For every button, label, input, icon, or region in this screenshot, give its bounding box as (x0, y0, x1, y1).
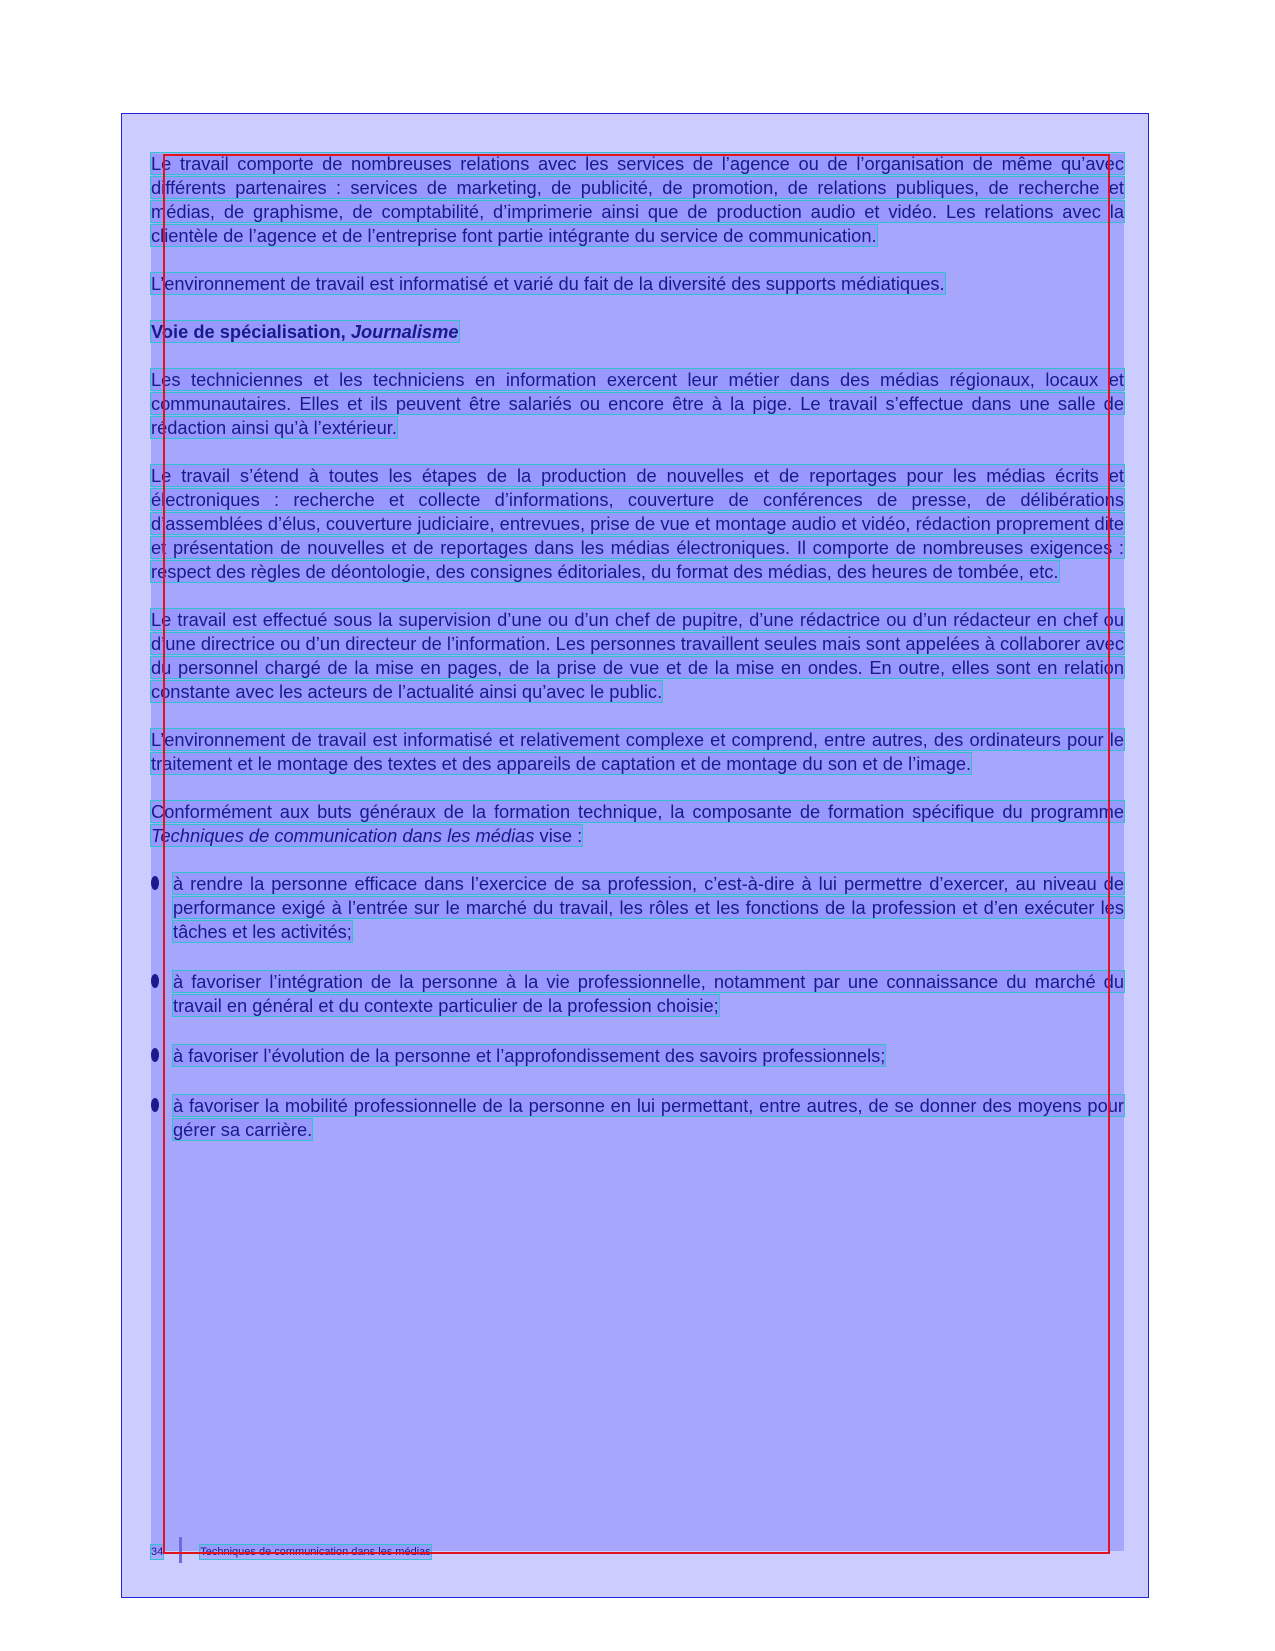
goals-list (151, 872, 1124, 1142)
paragraph-environnement-2: L’environnement de travail est informatisé et relativement complexe et comprend, entre autres, des ordinateurs pour le traitement et le montage des textes et des appareils de captation et de montage du son et de l’image. (151, 729, 1124, 774)
heading-italic: Journalisme (350, 321, 459, 342)
paragraph-relations: Le travail comporte de nombreuses relations avec les services de l’agence ou de l’organisation de même qu’avec différents partenaires : services de marketing, de publicité, de promotion, de relations publiques, de recherche et médias, de graphisme, de comptabilité, d’imprimerie ainsi que de production audio et vidéo. Les relations avec la clientèle de l’agence et de l’entreprise font partie intégrante du service de communication. (151, 153, 1124, 246)
bullet-icon (151, 974, 159, 988)
page-footer (151, 1541, 431, 1563)
list-item: à favoriser la mobilité professionnelle de la personne en lui permettant, entre autres, de se donner des moyens pour gérer sa carrière. (151, 1094, 1124, 1142)
paragraph-supervision: Le travail est effectué sous la supervision d’une ou d’un chef de pupitre, d’une rédactrice ou d’un rédacteur en chef ou d’une directrice ou d’un directeur de l’information. Les personnes travaillent seules mais sont appelées à collaborer avec du personnel chargé de la mise en pages, de la prise de vue et de la mise en ondes. En outre, elles sont en relation constante avec les acteurs de l’actualité ainsi qu’avec le public. (151, 609, 1124, 702)
section-heading (151, 320, 1124, 344)
list-item: à favoriser l’évolution de la personne et l’approfondissement des savoirs professionnels; (151, 1044, 1124, 1068)
paragraph-intro: Conformément aux buts généraux de la formation technique, la composante de formation spécifique du programme Techniques de communication dans les médias vise : (151, 801, 1124, 846)
footer-program-title: Techniques de communication dans les médias (200, 1546, 431, 1558)
paragraph-etapes: Le travail s’étend à toutes les étapes de la production de nouvelles et de reportages pour les médias écrits et électroniques : recherche et collecte d’informations, couverture de conférences de presse, de délibérations d’assemblées d’élus, couverture judiciaire, entrevues, prise de vue et montage audio et vidéo, rédaction proprement dite et présentation de nouvelles et de reportages dans les médias électroniques. Il comporte de nombreuses exigences : respect des règles de déontologie, des consignes éditoriales, du format des médias, des heures de tombée, etc. (151, 465, 1124, 582)
bullet-icon (151, 1048, 159, 1062)
paragraph-techniciens: Les techniciennes et les techniciens en information exercent leur métier dans des médias régionaux, locaux et communautaires. Elles et ils peuvent être salariés ou encore être à la pige. Le travail s’effectue dans une salle de rédaction ainsi qu’à l’extérieur. (151, 369, 1124, 438)
document-body (151, 152, 1124, 1168)
list-item: à favoriser l’intégration de la personne à la vie professionnelle, notamment par une connaissance du marché du travail en général et du contexte particulier de la profession choisie; (151, 970, 1124, 1018)
program-name: Techniques de communication dans les médias (151, 825, 535, 846)
footer-divider (179, 1537, 182, 1563)
list-item: à rendre la personne efficace dans l’exercice de sa profession, c’est-à-dire à lui permettre d’exercer, au niveau de performance exigé à l’entrée sur le marché du travail, les rôles et les fonctions de la profession et d’en exécuter les tâches et les activités; (151, 872, 1124, 944)
heading-prefix: Voie de spécialisation, (151, 321, 346, 342)
paragraph-environnement-1: L’environnement de travail est informatisé et varié du fait de la diversité des supports médiatiques. (151, 273, 945, 294)
bullet-icon (151, 1098, 159, 1112)
bullet-icon (151, 876, 159, 890)
page-number: 34 (151, 1546, 164, 1558)
